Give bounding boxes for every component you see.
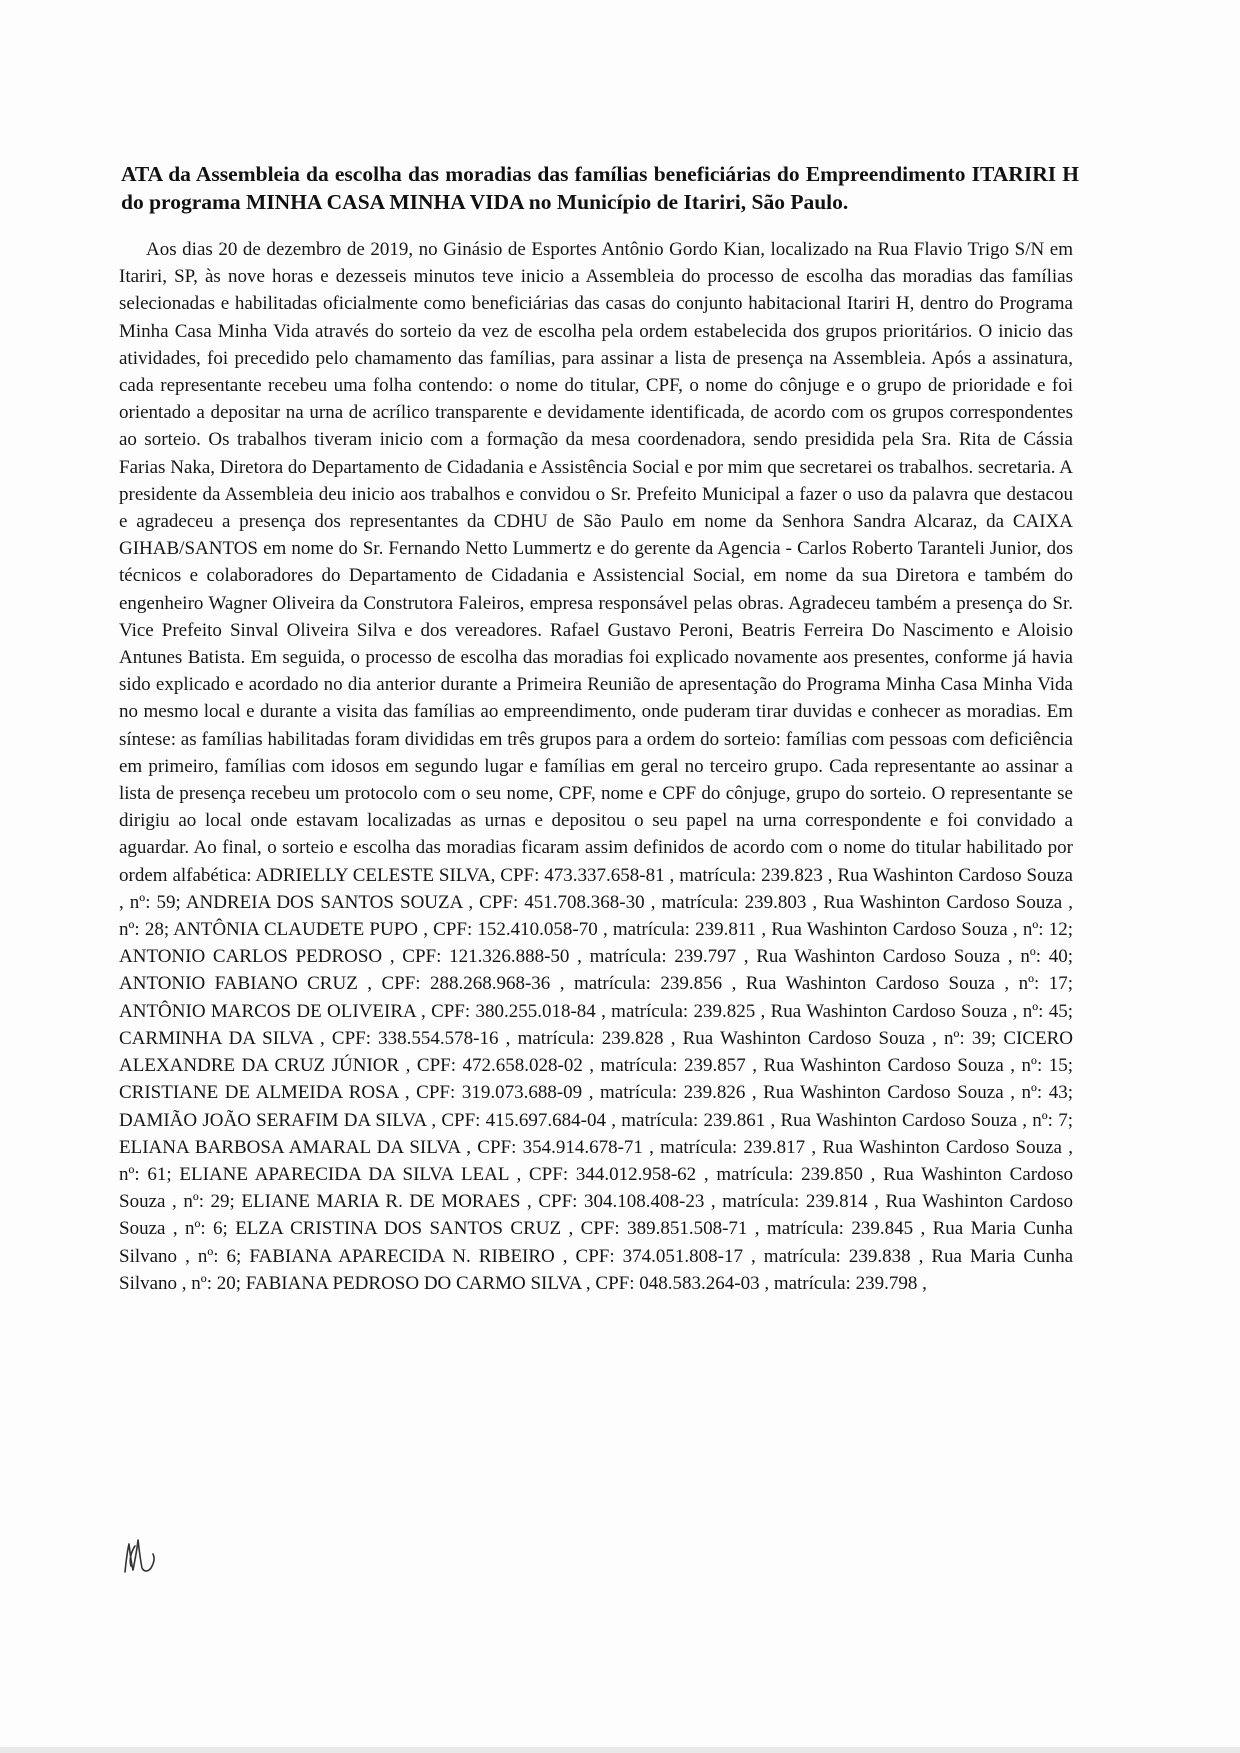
handwritten-initials-signature bbox=[117, 1532, 167, 1582]
scan-bottom-edge bbox=[0, 1747, 1240, 1753]
document-title: ATA da Assembleia da escolha das moradias das famílias beneficiárias do Empreendimento ITARIRI H do programa MINHA CASA MINHA VIDA no Município de Itariri, São Paulo. bbox=[121, 162, 1079, 214]
document-body-paragraph: Aos dias 20 de dezembro de 2019, no Ginásio de Esportes Antônio Gordo Kian, localizado na Rua Flavio Trigo S/N em Itariri, SP, às nove horas e dezesseis minutos teve inicio a Assembleia do processo de escolha das moradias das famílias selecionadas e habilitadas oficialmente como beneficiárias das casas do conjunto habitacional Itariri H, dentro do Programa Minha Casa Minha Vida através do sorteio da vez de escolha pela ordem estabelecida dos grupos prioritários. O inicio das atividades, foi precedido pelo chamamento das famílias, para assinar a lista de presença na Assembleia. Após a assinatura, cada representante recebeu uma folha contendo: o nome do titular, CPF, o nome do cônjuge e o grupo de prioridade e foi orientado a depositar na urna de acrílico transparente e devidamente identificada, de acordo com os grupos correspondentes ao sorteio. Os trabalhos tiveram inicio com a formação da mesa coordenadora, sendo presidida pela Sra. Rita de Cássia Farias Naka, Diretora do Departamento de Cidadania e Assistência Social e por mim que secretarei os trabalhos. secretaria. A presidente da Assembleia deu inicio aos trabalhos e convidou o Sr. Prefeito Municipal a fazer o uso da palavra que destacou e agradeceu a presença dos representantes da CDHU de São Paulo em nome da Senhora Sandra Alcaraz, da CAIXA GIHAB/SANTOS em nome do Sr. Fernando Netto Lummertz e do gerente da Agencia - Carlos Roberto Taranteli Junior, dos técnicos e colaboradores do Departamento de Cidadania e Assistencial Social, em nome da sua Diretora e também do engenheiro Wagner Oliveira da Construtora Faleiros, empresa responsável pelas obras. Agradeceu também a presença do Sr. Vice Prefeito Sinval Oliveira Silva e dos vereadores. Rafael Gustavo Peroni, Beatris Ferreira Do Nascimento e Aloisio Antunes Batista. Em seguida, o processo de escolha das moradias foi explicado novamente aos presentes, conforme já havia sido explicado e acordado no dia anterior durante a Primeira Reunião de apresentação do Programa Minha Casa Minha Vida no mesmo local e durante a visita das famílias ao empreendimento, onde puderam tirar duvidas e conhecer as moradias. Em síntese: as famílias habilitadas foram divididas em três grupos para a ordem do sorteio: famílias com pessoas com deficiência em primeiro, famílias com idosos em segundo lugar e famílias em geral no terceiro grupo. Cada representante ao assinar a lista de presença recebeu um protocolo com o seu nome, CPF, nome e CPF do cônjuge, grupo do sorteio. O representante se dirigiu ao local onde estavam localizadas as urnas e depositou o seu papel na urna correspondente e foi convidado a aguardar. Ao final, o sorteio e escolha das moradias ficaram assim definidos de acordo com o nome do titular habilitado por ordem alfabética: ADRIELLY CELESTE SILVA, CPF: 473.337.658-81 , matrícula: 239.823 , Rua Washinton Cardoso Souza , nº: 59; ANDREIA DOS SANTOS SOUZA , CPF: 451.708.368-30 , matrícula: 239.803 , Rua Washinton Cardoso Souza , nº: 28; ANTÔNIA CLAUDETE PUPO , CPF: 152.410.058-70 , matrícula: 239.811 , Rua Washinton Cardoso Souza , nº: 12; ANTONIO CARLOS PEDROSO , CPF: 121.326.888-50 , matrícula: 239.797 , Rua Washinton Cardoso Souza , nº: 40; ANTONIO FABIANO CRUZ , CPF: 288.268.968-36 , matrícula: 239.856 , Rua Washinton Cardoso Souza , nº: 17; ANTÔNIO MARCOS DE OLIVEIRA , CPF: 380.255.018-84 , matrícula: 239.825 , Rua Washinton Cardoso Souza , nº: 45; CARMINHA DA SILVA , CPF: 338.554.578-16 , matrícula: 239.828 , Rua Washinton Cardoso Souza , nº: 39; CICERO ALEXANDRE DA CRUZ JÚNIOR , CPF: 472.658.028-02 , matrícula: 239.857 , Rua Washinton Cardoso Souza , nº: 15; CRISTIANE DE ALMEIDA ROSA , CPF: 319.073.688-09 , matrícula: 239.826 , Rua Washinton Cardoso Souza , nº: 43; DAMIÃO JOÃO SERAFIM DA SILVA , CPF: 415.697.684-04 , matrícula: 239.861 , Rua Washinton Cardoso Souza , nº: 7; ELIANA BARBOSA AMARAL DA SILVA , CPF: 354.914.678-71 , matrícula: 239.817 , Rua Washinton Cardoso Souza , nº: 61; ELIANE APARECIDA DA SILVA LEAL , CPF: 344.012.958-62 , matrícula: 239.850 , Rua Washinton Cardoso Souza , nº: 29; ELIANE MARIA R. DE MORAES , CPF: 304.108.408-23 , matrícula: 239.814 , Rua Washinton Cardoso Souza , nº: 6; ELZA CRISTINA DOS SANTOS CRUZ , CPF: 389.851.508-71 , matrícula: 239.845 , Rua Maria Cunha Silvano , nº: 6; FABIANA APARECIDA N. RIBEIRO , CPF: 374.051.808-17 , matrícula: 239.838 , Rua Maria Cunha Silvano , nº: 20; FABIANA PEDROSO DO CARMO SILVA , CPF: 048.583.264-03 , matrícula: 239.798 , bbox=[119, 239, 1073, 1294]
